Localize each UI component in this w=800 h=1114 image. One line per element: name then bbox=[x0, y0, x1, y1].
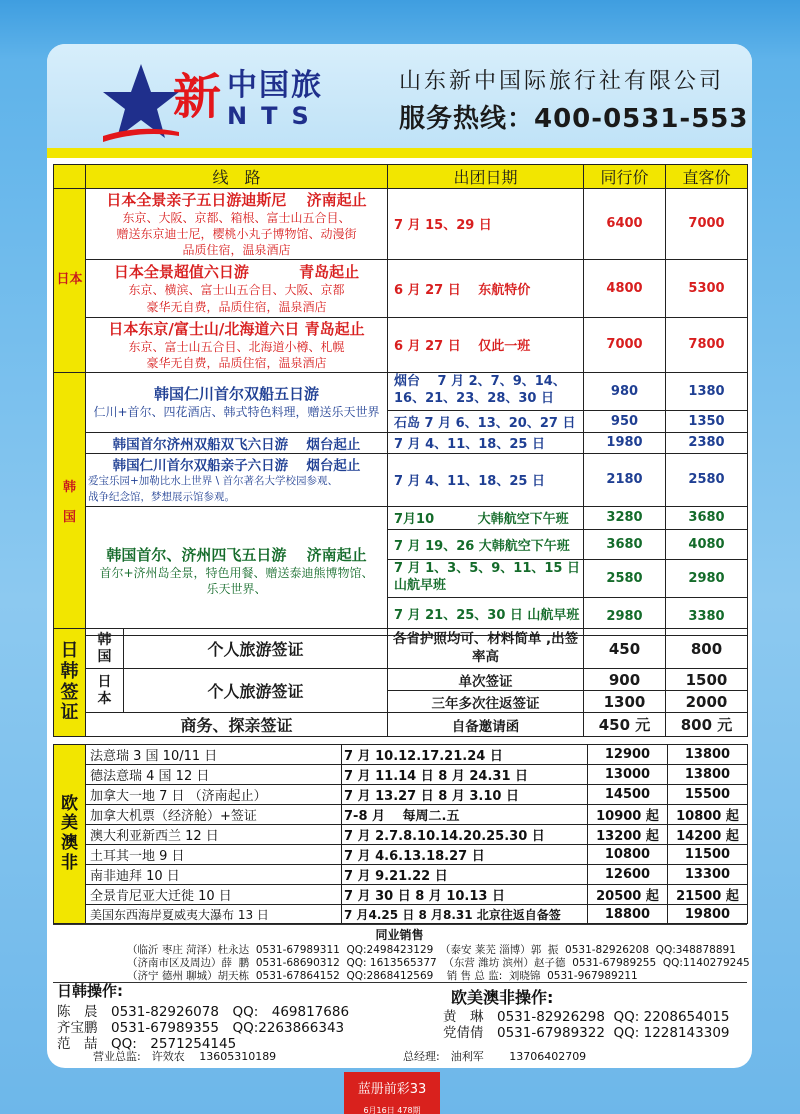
peer-price: 3280 bbox=[584, 506, 666, 529]
retail-price: 5300 bbox=[666, 259, 748, 317]
table-row bbox=[54, 885, 748, 905]
logo-xin: 新 bbox=[173, 69, 222, 125]
retail-price: 4080 bbox=[666, 529, 748, 559]
general-manager: 总经理: 油利军 13706402709 bbox=[403, 1050, 587, 1063]
route-title: 澳大利亚新西兰 12 日 bbox=[86, 825, 342, 845]
table-row: 韩 国 韩国仁川首尔双船五日游 仁川+首尔、四花酒店、韩式特色料理，赠送乐天世界 烟台 7 月 2、7、9、14、16、21、23、28、30 日 980 1380 bbox=[54, 372, 748, 410]
retail-price: 7000 bbox=[666, 189, 748, 260]
ops-director: 营业总监: 许效农 13605310189 bbox=[93, 1050, 277, 1063]
category-long-haul: 欧 美 澳 非 bbox=[54, 745, 86, 924]
departure-date: 7 月 2.7.8.10.14.20.25.30 日 bbox=[342, 825, 588, 845]
route-title: 日本东京/富士山/北海道六日 青岛起止 bbox=[108, 319, 365, 338]
ops-japan-korea-title: 日韩操作: bbox=[57, 982, 123, 1000]
logo-nts: NTS bbox=[227, 102, 323, 130]
route-title: 日本全景超值六日游 青岛起止 bbox=[113, 263, 360, 282]
company-name: 山东新中国际旅行社有限公司 bbox=[399, 69, 725, 94]
route-title: 韩国仁川首尔双船五日游 bbox=[153, 385, 319, 404]
departure-date: 7 月 4.6.13.18.27 日 bbox=[342, 845, 588, 865]
peer-price: 12600 bbox=[588, 865, 668, 885]
header-date: 出团日期 bbox=[388, 165, 584, 189]
retail-price: 1380 bbox=[666, 372, 748, 410]
peer-price: 4800 bbox=[584, 259, 666, 317]
sales-contact: （济南市区及周边）薛 鹏 0531-68690312 QQ: 1613565377 （东营 潍坊 滨州）赵子德 0531-67989255 QQ:1140279245 bbox=[127, 957, 750, 969]
route-title: 日本全景亲子五日游迪斯尼 济南起止 bbox=[106, 191, 367, 209]
departure-date: 7 月 10.12.17.21.24 日 bbox=[342, 745, 588, 765]
departure-date: 7月10 大韩航空下午班 bbox=[388, 506, 584, 529]
departure-date: 7 月 4、11、18、25 日 bbox=[388, 432, 584, 453]
retail-price: 1500 bbox=[666, 669, 748, 691]
header-retail-price: 直客价 bbox=[666, 165, 748, 189]
departure-date: 7-8 月 每周二.五 bbox=[342, 805, 588, 825]
peer-price: 3680 bbox=[584, 529, 666, 559]
peer-price: 18800 bbox=[588, 905, 668, 924]
departure-date: 7 月 21、25、30 日 山航早班 bbox=[388, 597, 584, 635]
visa-name: 商务、探亲签证 bbox=[86, 713, 388, 737]
peer-price: 10800 bbox=[588, 845, 668, 865]
page-tab bbox=[344, 1072, 440, 1114]
route-title: 韩国首尔、济州四飞五日游 济南起止 bbox=[106, 545, 367, 564]
ops-contact: 党倩倩 0531-67989322 QQ: 1228143309 bbox=[443, 1025, 730, 1041]
ops-contact: 黄 琳 0531-82926298 QQ: 2208654015 bbox=[443, 1009, 730, 1025]
route-title: 韩国首尔济州双船双飞六日游 烟台起止 bbox=[86, 432, 388, 453]
table-row: 日本全景超值六日游 青岛起止 东京、横滨、富士山五合目、大阪、京都 豪华无自费，品质住宿，温泉酒店 6 月 27 日 东航特价 4800 5300 bbox=[54, 259, 748, 317]
divider bbox=[53, 982, 747, 983]
header-route: 线 路 bbox=[86, 165, 388, 189]
long-haul-table bbox=[53, 744, 748, 924]
sales-contact: （临沂 枣庄 菏泽）杜永达 0531-67989311 QQ:2498423129 （泰安 莱芜 淄博）郭 振 0531-82926208 QQ:348878891 bbox=[127, 944, 736, 956]
table-row: 商务、探亲签证 自备邀请函 450 元 800 元 bbox=[54, 713, 748, 737]
route-title: 土耳其一地 9 日 bbox=[86, 845, 342, 865]
departure-date: 7 月 4、11、18、25 日 bbox=[388, 453, 584, 506]
peer-price: 6400 bbox=[584, 189, 666, 260]
departure-date: 7 月4.25 日 8 月8.31 北京往返自备签 bbox=[342, 905, 588, 924]
category-visa: 日 韩 签 证 bbox=[54, 629, 86, 737]
peer-price: 10900 起 bbox=[588, 805, 668, 825]
table-header bbox=[54, 165, 748, 189]
table-row: 日本东京/富士山/北海道六日 青岛起止 东京、富士山五合目、北海道小樽、札幌 豪华无自费，品质住宿，温泉酒店 6 月 27 日 仅此一班 7000 7800 bbox=[54, 317, 748, 372]
departure-date: 6 月 27 日 东航特价 bbox=[388, 259, 584, 317]
peer-price: 450 元 bbox=[584, 713, 666, 737]
table-row: 韩国仁川首尔双船亲子六日游 烟台起止 爱宝乐园+加勒比水上世界 \ 首尔著名大学校园参观、 战争纪念馆，梦想展示馆参观。 7 月 4、11、18、25 日 2180 2580 bbox=[54, 453, 748, 506]
retail-price: 7800 bbox=[666, 317, 748, 372]
departure-date: 石岛 7 月 6、13、20、27 日 bbox=[388, 410, 584, 432]
table-row: 日 本 个人旅游签证 单次签证 900 1500 bbox=[54, 669, 748, 691]
retail-price: 11500 bbox=[668, 845, 748, 865]
route-title: 全景肯尼亚大迁徙 10 日 bbox=[86, 885, 342, 905]
ops-contact: 范 喆 QQ: 2571254145 bbox=[57, 1036, 237, 1052]
retail-price: 800 元 bbox=[666, 713, 748, 737]
peer-price: 7000 bbox=[584, 317, 666, 372]
route-title: 南非迪拜 10 日 bbox=[86, 865, 342, 885]
departure-date: 烟台 7 月 2、7、9、14、16、21、23、28、30 日 bbox=[388, 372, 584, 410]
peer-price: 2980 bbox=[584, 597, 666, 635]
departure-date: 7 月 15、29 日 bbox=[388, 189, 584, 260]
departure-date: 7 月 11.14 日 8 月 24.31 日 bbox=[342, 765, 588, 785]
visa-name: 个人旅游签证 bbox=[124, 629, 388, 669]
peer-price: 14500 bbox=[588, 785, 668, 805]
departure-date: 7 月 9.21.22 日 bbox=[342, 865, 588, 885]
retail-price: 1350 bbox=[666, 410, 748, 432]
visa-name: 个人旅游签证 bbox=[124, 669, 388, 713]
table-row bbox=[54, 805, 748, 825]
table-row bbox=[54, 905, 748, 924]
sales-title: 同业销售 bbox=[375, 928, 424, 942]
header-peer-price: 同行价 bbox=[584, 165, 666, 189]
ops-long-haul-title: 欧美澳非操作: bbox=[451, 988, 554, 1007]
retail-price: 3680 bbox=[666, 506, 748, 529]
departure-date: 7 月 1、3、5、9、11、15 日 山航早班 bbox=[388, 559, 584, 597]
retail-price: 10800 起 bbox=[668, 805, 748, 825]
peer-price: 13000 bbox=[588, 765, 668, 785]
ops-contact: 陈 晨 0531-82926078 QQ: 469817686 bbox=[57, 1004, 350, 1020]
ops-contact: 齐宝鹏 0531-67989355 QQ:2263866343 bbox=[57, 1020, 345, 1036]
route-title: 加拿大机票（经济舱）+签证 bbox=[86, 805, 342, 825]
visa-table bbox=[53, 628, 748, 737]
departure-date: 6 月 27 日 仅此一班 bbox=[388, 317, 584, 372]
hotline: 服务热线：400-0531-553 bbox=[399, 104, 749, 134]
header bbox=[47, 44, 752, 150]
retail-price: 2380 bbox=[666, 432, 748, 453]
table-row bbox=[54, 845, 748, 865]
logo-text: 中国旅 bbox=[227, 68, 323, 103]
peer-price: 12900 bbox=[588, 745, 668, 765]
retail-price: 2000 bbox=[666, 691, 748, 713]
category-japan: 日本 bbox=[54, 189, 86, 373]
route-title: 美国东西海岸夏威夷大瀑布 13 日 bbox=[86, 905, 342, 924]
retail-price: 13300 bbox=[668, 865, 748, 885]
retail-price: 2580 bbox=[666, 453, 748, 506]
route-title: 德法意瑞 4 国 12 日 bbox=[86, 765, 342, 785]
retail-price: 21500 起 bbox=[668, 885, 748, 905]
route-title: 加拿大一地 7 日 （济南起止） bbox=[86, 785, 342, 805]
star-icon bbox=[101, 62, 181, 144]
retail-price: 2980 bbox=[666, 559, 748, 597]
departure-date: 7 月 13.27 日 8 月 3.10 日 bbox=[342, 785, 588, 805]
asia-table bbox=[53, 164, 748, 636]
departure-date: 7 月 19、26 大韩航空下午班 bbox=[388, 529, 584, 559]
peer-price: 900 bbox=[584, 669, 666, 691]
yellow-band bbox=[47, 148, 752, 158]
peer-price: 1300 bbox=[584, 691, 666, 713]
table-row: 日本 日本全景亲子五日游迪斯尼 济南起止 东京、大阪、京都、箱根、富士山五合目、 赠送东京迪士尼，樱桃小丸子博物馆、动漫街 品质住宿，温泉酒店 7 月 15、29 日 6400 7000 bbox=[54, 189, 748, 260]
route-title: 韩国仁川首尔双船亲子六日游 烟台起止 bbox=[112, 458, 361, 475]
peer-price: 13200 起 bbox=[588, 825, 668, 845]
peer-price: 2580 bbox=[584, 559, 666, 597]
category-korea: 韩 国 bbox=[54, 372, 86, 635]
page-number: 蓝册前彩33 bbox=[357, 1082, 427, 1097]
peer-price: 450 bbox=[584, 629, 666, 669]
table-row bbox=[54, 825, 748, 845]
route-title: 法意瑞 3 国 10/11 日 bbox=[86, 745, 342, 765]
peer-price: 2180 bbox=[584, 453, 666, 506]
table-row bbox=[54, 432, 748, 453]
table-row: 韩国首尔、济州四飞五日游 济南起止 首尔+济州岛全景，特色用餐、赠送泰迪熊博物馆、 乐天世界、 7月10 大韩航空下午班 3280 3680 bbox=[54, 506, 748, 529]
retail-price: 15500 bbox=[668, 785, 748, 805]
retail-price: 13800 bbox=[668, 765, 748, 785]
peer-price: 950 bbox=[584, 410, 666, 432]
retail-price: 14200 起 bbox=[668, 825, 748, 845]
retail-price: 13800 bbox=[668, 745, 748, 765]
retail-price: 800 bbox=[666, 629, 748, 669]
peer-price: 980 bbox=[584, 372, 666, 410]
issue-label: 6月16日 478期 bbox=[363, 1106, 421, 1114]
table-row bbox=[54, 765, 748, 785]
table-row: 三年多次往返签证 1300 2000 bbox=[54, 691, 748, 713]
peer-price: 1980 bbox=[584, 432, 666, 453]
sales-contact: （济宁 德州 聊城）胡天栋 0531-67864152 QQ:2868412569 销 售 总 监: 刘晓锦 0531-967989211 bbox=[127, 970, 638, 982]
retail-price: 3380 bbox=[666, 597, 748, 635]
peer-price: 20500 起 bbox=[588, 885, 668, 905]
divider bbox=[53, 924, 747, 925]
flyer bbox=[47, 44, 752, 1068]
table-row: 日 韩 签 证 韩 国 个人旅游签证 各省护照均可、材料简单 ,出签率高 450 800 bbox=[54, 629, 748, 669]
table-row bbox=[54, 785, 748, 805]
table-row bbox=[54, 745, 748, 765]
table-row bbox=[54, 865, 748, 885]
retail-price: 19800 bbox=[668, 905, 748, 924]
departure-date: 7 月 30 日 8 月 10.13 日 bbox=[342, 885, 588, 905]
